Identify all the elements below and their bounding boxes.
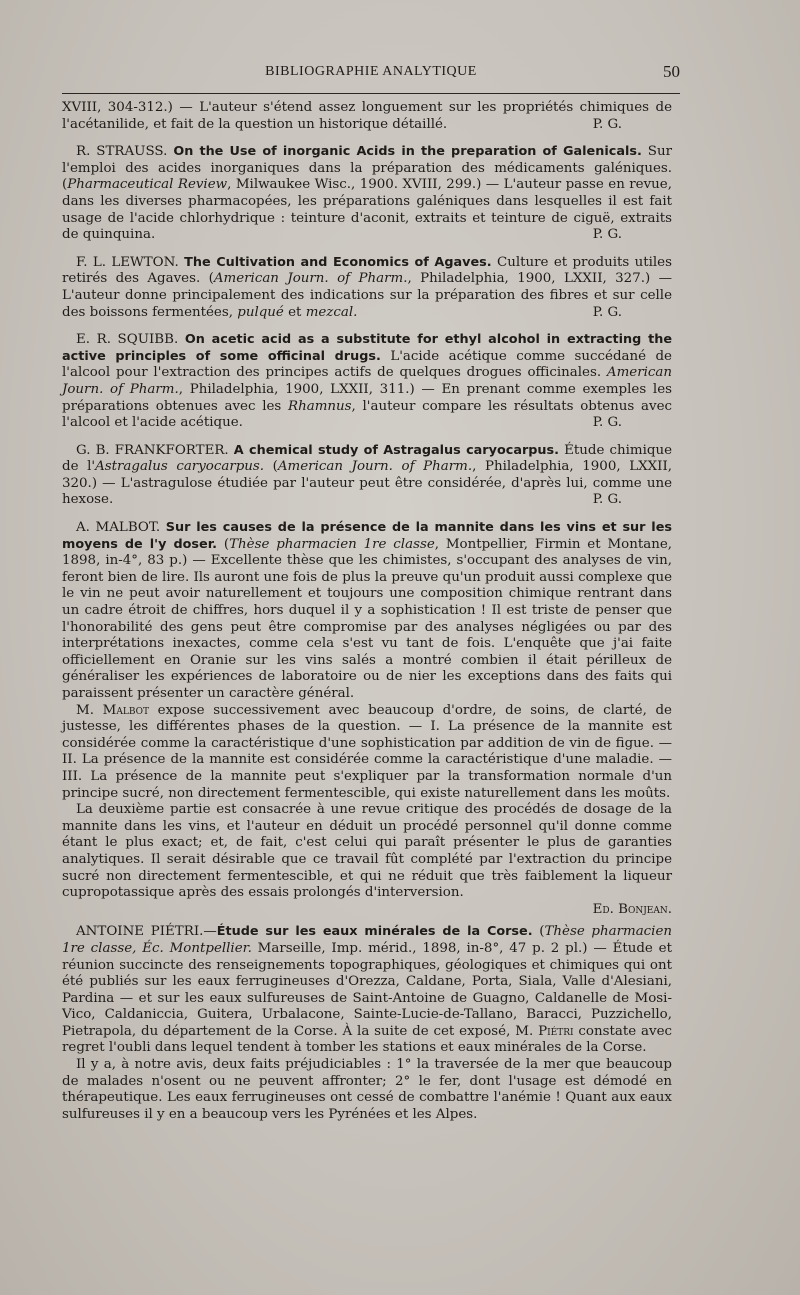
entry-title: The Cultivation and Economics of Agaves. xyxy=(184,254,492,270)
entry-text: ( xyxy=(217,536,230,552)
entry-text: , l'auteur compare les résultats obtenus avec l'alcool et l'acide acétique. xyxy=(62,398,672,431)
entry-text: ( xyxy=(264,459,278,475)
entry-signature: Ed. Bonjean. xyxy=(592,901,672,917)
entry-text: L'acide acétique comme succédané de l'alcool pour l'extraction des principes actifs de quelques drogues officinales. xyxy=(62,348,672,381)
entry-author: R. STRAUSS. xyxy=(76,144,168,160)
entry-italic: Astragalus caryocarpus. xyxy=(95,459,265,475)
entry-author: A. MALBOT. xyxy=(76,520,161,536)
entry-lewton xyxy=(62,255,672,321)
entry-continuation xyxy=(62,100,672,133)
entry-paragraph: expose successivement avec beaucoup d'ordre, de soins, de clarté, de justesse, les différentes phases de la question. — I. La présence de la mannite est considérée comme la caractéristique d'une sophistication par addition de vin de figue. — II. La présence de la mannite est considérée comme la caractéristique d'une maladie. — III. La présence de la mannite peut s'expliquer par la transformation normale d'un principe sucré, non directement fermentescible, qui existe naturellement dans les moûts. xyxy=(62,702,672,801)
entry-signature: P. G. xyxy=(592,415,622,431)
entry-signature: P. G. xyxy=(592,116,622,132)
entry-author-name: M. Piétri xyxy=(515,1023,574,1039)
page-header xyxy=(62,62,680,84)
entry-italic: Thèse pharmacien 1re classe, Éc. Montpellier. xyxy=(62,924,673,956)
entry-journal: American Journ. of Pharm. xyxy=(213,271,408,287)
entry-italic: mezcal. xyxy=(305,304,358,320)
entry-journal: American Journ. of Pharm. xyxy=(277,459,473,475)
entry-text: , Montpellier, Firmin et Montane, 1898, in-4°, 83 p.) — Excellente thèse que les chimistes, s'occupant des analyses de vin, feront bien de lire. Ils auront une fois de plus la preuve qu'un produit aussi complexe que le vin ne peut avoir naturellement et toujours une composition chimique rentrant dans un cadre étroit de chiffres, hors duquel il y a sophistication ! Il est triste de penser que l'honorabilité des gens peut être compromise par des analyses négligées ou par des interprétations inexactes, comme cela s'est vu tant de fois. L'enquête que j'ai faite officiellement en Oranie sur les vins salés a montré combien il était périlleux de généraliser les expériences de laboratoire ou de nier les exceptions dans des faits qui paraissent présenter un caractère général. xyxy=(62,536,673,701)
entry-strauss xyxy=(62,144,672,244)
entry-author: G. B. FRANKFORTER. xyxy=(76,442,229,458)
running-title: BIBLIOGRAPHIE ANALYTIQUE xyxy=(265,64,477,79)
entry-text: Étude chimique de l' xyxy=(62,442,673,475)
entry-squibb xyxy=(62,332,672,432)
entry-title: Sur les causes de la présence de la mannite dans les vins et sur les moyens de l'y doser. xyxy=(62,520,672,552)
entry-title: A chemical study of Astragalus caryocarpus. xyxy=(233,442,560,458)
entry-text: ( xyxy=(532,924,545,940)
entry-author: E. R. SQUIBB. xyxy=(76,332,179,348)
entry-text: , Philadelphia, 1900, LXXII, 320.) — L'astragulose étudiée par l'auteur peut être considérée, d'après lui, comme une hexose. xyxy=(62,459,673,508)
entry-text: Marseille, Imp. mérid., 1898, in-8°, 47 p. 2 pl.) — Étude et réunion succincte des renseignements topographiques, géologiques et chimiques qui ont été publiés sur les eaux ferrugineuses d'Orezza, Caldane, Porta, Siala, Valle d'Alesiani, Pardina — et sur les eaux sulfureuses de Saint-Antoine de Guagno, Caldanelle de Mosi-Vico, Caldaniccia, Guitera, Urbalacone, Sainte-Lucie-de-Tallano, Baracci, Puzzichello, Pietrapola, du département de la Corse. À la suite de cet exposé, xyxy=(62,940,672,1039)
entry-italic: Thèse pharmacien 1re classe xyxy=(229,536,435,552)
entry-journal: Pharmaceutical Review xyxy=(67,177,228,193)
entry-malbot xyxy=(62,520,672,918)
entry-author: F. L. LEWTON. xyxy=(76,254,179,270)
entry-signature: P. G. xyxy=(592,304,622,320)
entry-italic: Rhamnus xyxy=(288,398,352,414)
entry-italic: pulqué xyxy=(237,304,284,320)
entry-author-name: M. Malbot xyxy=(76,702,149,718)
entry-title: On acetic acid as a substitute for ethyl alcohol in extracting the active principles of some officinal drugs. xyxy=(62,332,673,364)
entry-text: Sur l'emploi des acides inorganiques dans la préparation des médicaments galéniques. ( xyxy=(62,144,672,193)
entry-frankforter xyxy=(62,443,672,509)
entry-signature: P. G. xyxy=(592,492,622,508)
bibliography-body xyxy=(62,100,672,1123)
entry-title: Étude sur les eaux minérales de la Corse. xyxy=(216,924,533,940)
page-number: 50 xyxy=(663,62,680,81)
header-rule xyxy=(62,93,680,94)
entry-paragraph: Il y a, à notre avis, deux faits préjudiciables : 1° la traversée de la mer que beaucoup de malades n'osent ou ne peuvent affronter; 2° le fer, dont l'usage est démodé en thérapeutique. Les eaux ferrugineuses ont cessé de combattre l'anémie ! Quant aux eaux sulfureuses il y en a beaucoup vers les Pyrénées et les Alpes. xyxy=(62,1057,672,1122)
entry-text: , Philadelphia, 1900, LXXII, 327.) — L'auteur donne principalement des indications sur la préparation des fibres et sur celle des boissons fermentées, xyxy=(62,271,672,320)
entry-signature: P. G. xyxy=(592,227,622,243)
entry-title: On the Use of inorganic Acids in the preparation of Galenicals. xyxy=(173,144,642,160)
entry-text: et xyxy=(283,304,306,320)
entry-text: , Philadelphia, 1900, LXXII, 311.) — En prenant comme exemples les préparations obtenues avec les xyxy=(62,381,673,414)
entry-paragraph: La deuxième partie est consacrée à une revue critique des procédés de dosage de la mannite dans les vins, et l'auteur en déduit un procédé personnel qu'il donne comme étant le plus exact; et, de fait, c'est celui qui paraît présenter le plus de garanties analytiques. Il serait désirable que ce travail fût complété par l'extraction du principe sucré non directement fermentescible, et qui ne réduit que très faiblement la liqueur cupropotassique après des essais prolongés d'interversion. xyxy=(62,802,672,901)
entry-text: Culture et produits utiles retirés des Agaves. ( xyxy=(62,254,672,287)
entry-author: ANTOINE PIÉTRI.— xyxy=(76,924,217,940)
entry-text: , Milwaukee Wisc., 1900. XVIII, 299.) — L'auteur passe en revue, dans les diverses pharmacopées, les préparations galéniques dans lesquelles il est fait usage de l'acide chlorhydrique : teinture d'aconit, extraits et teinture de ciguë, extraits de quinquina. xyxy=(62,177,672,243)
entry-journal: American Journ. of Pharm. xyxy=(62,365,672,397)
entry-text: XVIII, 304-312.) — L'auteur s'étend assez longuement sur les propriétés chimiques de l'acétanilide, et fait de la question un historique détaillé. xyxy=(62,100,672,132)
entry-text: constate avec regret l'oubli dans lequel tendent à tomber les stations et eaux minérales de la Corse. xyxy=(62,1023,672,1056)
entry-pietri xyxy=(62,924,672,1123)
